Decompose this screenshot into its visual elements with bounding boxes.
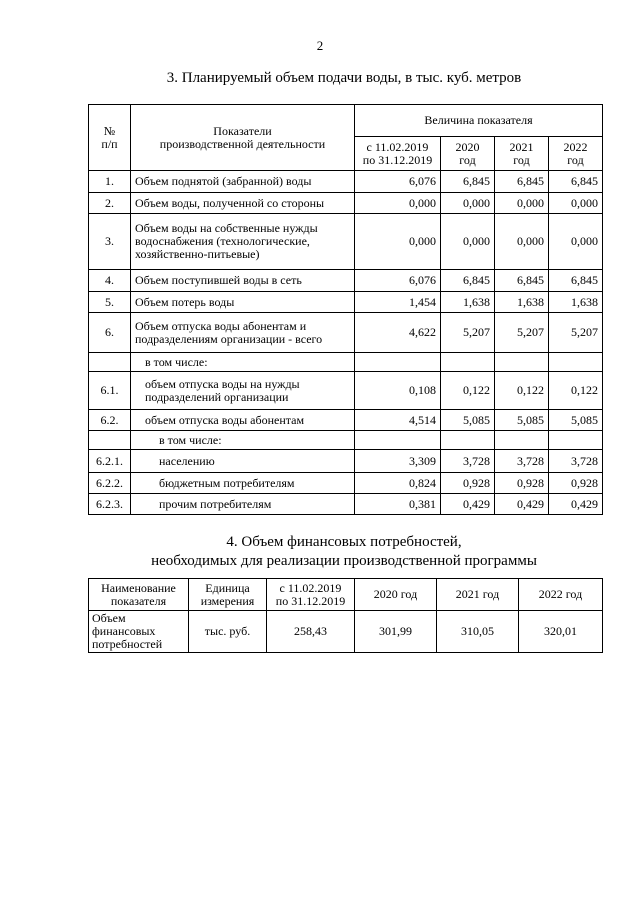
row-num: 3.	[89, 214, 131, 270]
row-value: 5,207	[549, 313, 603, 353]
row-value: 5,207	[441, 313, 495, 353]
table-row	[89, 214, 603, 270]
row-label: Объем воды на собственные нужды водоснабжения (технологические, хозяйственно-питьевые)	[131, 214, 355, 270]
fin-row-unit: тыс. руб.	[189, 611, 267, 653]
row-value: 0,122	[441, 372, 495, 410]
row-value: 6,076	[355, 270, 441, 292]
row-value: 6,845	[495, 171, 549, 193]
row-num: 6.2.2.	[89, 473, 131, 494]
section4-title	[88, 533, 600, 571]
row-label: Объем поступившей воды в сеть	[131, 270, 355, 292]
row-value: 4,514	[355, 410, 441, 431]
row-num: 5.	[89, 292, 131, 313]
table-row	[89, 431, 603, 450]
row-value: 6,845	[549, 171, 603, 193]
fin-row-value: 258,43	[267, 611, 355, 653]
row-value: 0,122	[495, 372, 549, 410]
header-num: № п/п	[89, 105, 131, 171]
row-label: бюджетным потребителям	[131, 473, 355, 494]
row-label: объем отпуска воды на нужды подразделений организации	[131, 372, 355, 410]
fin-row-value: 301,99	[355, 611, 437, 653]
fin-row-indicator: Объем финансовых потребностей	[89, 611, 189, 653]
fin-header-period: с 11.02.2019 по 31.12.2019	[267, 579, 355, 611]
header-period: 2020 год	[441, 137, 495, 171]
row-value	[495, 431, 549, 450]
table-row	[89, 372, 603, 410]
fin-header-period: 2022 год	[519, 579, 603, 611]
row-label: Объем поднятой (забранной) воды	[131, 171, 355, 193]
table-row	[89, 494, 603, 515]
row-value: 0,108	[355, 372, 441, 410]
row-value: 0,000	[549, 214, 603, 270]
header-period: 2022 год	[549, 137, 603, 171]
table-row	[89, 171, 603, 193]
row-num: 6.	[89, 313, 131, 353]
fin-header-unit: Единица измерения	[189, 579, 267, 611]
row-value: 3,728	[441, 450, 495, 473]
row-value	[549, 353, 603, 372]
row-value: 0,000	[355, 193, 441, 214]
row-label: объем отпуска воды абонентам	[131, 410, 355, 431]
row-num: 4.	[89, 270, 131, 292]
row-value: 0,928	[549, 473, 603, 494]
page-number: 2	[316, 38, 324, 53]
row-value: 3,728	[549, 450, 603, 473]
row-num	[89, 353, 131, 372]
row-value: 1,638	[495, 292, 549, 313]
row-value: 1,638	[549, 292, 603, 313]
row-value: 6,076	[355, 171, 441, 193]
row-value: 5,085	[495, 410, 549, 431]
row-num: 6.2.	[89, 410, 131, 431]
row-label: Объем воды, полученной со стороны	[131, 193, 355, 214]
fin-header-period: 2020 год	[355, 579, 437, 611]
row-num: 6.1.	[89, 372, 131, 410]
row-num: 1.	[89, 171, 131, 193]
financial-needs-table	[88, 578, 603, 653]
row-value: 0,928	[441, 473, 495, 494]
fin-header-period: 2021 год	[437, 579, 519, 611]
row-value: 4,622	[355, 313, 441, 353]
table-row	[89, 292, 603, 313]
row-value: 6,845	[441, 171, 495, 193]
row-label: прочим потребителям	[131, 494, 355, 515]
row-label: Объем отпуска воды абонентам и подразделениям организации - всего	[131, 313, 355, 353]
row-value	[441, 431, 495, 450]
row-value: 5,085	[441, 410, 495, 431]
fin-row-value: 310,05	[437, 611, 519, 653]
row-num: 6.2.3.	[89, 494, 131, 515]
row-value: 6,845	[441, 270, 495, 292]
section4-title-line2: необходимых для реализации производственной программы	[151, 553, 537, 569]
row-label: в том числе:	[131, 431, 355, 450]
row-value	[549, 431, 603, 450]
fin-header-indicator: Наименование показателя	[89, 579, 189, 611]
row-label: Объем потерь воды	[131, 292, 355, 313]
row-value: 0,429	[495, 494, 549, 515]
table-row	[89, 450, 603, 473]
row-value: 3,728	[495, 450, 549, 473]
header-period: с 11.02.2019 по 31.12.2019	[355, 137, 441, 171]
row-value: 0,000	[441, 214, 495, 270]
row-value: 3,309	[355, 450, 441, 473]
row-value	[441, 353, 495, 372]
row-num: 6.2.1.	[89, 450, 131, 473]
row-value: 0,000	[355, 214, 441, 270]
row-value: 0,429	[549, 494, 603, 515]
header-indicators: Показатели производственной деятельности	[131, 105, 355, 171]
row-value: 0,000	[495, 193, 549, 214]
row-value: 0,928	[495, 473, 549, 494]
row-value: 0,000	[549, 193, 603, 214]
water-supply-table	[88, 104, 603, 515]
row-num	[89, 431, 131, 450]
row-value: 0,000	[441, 193, 495, 214]
row-label: в том числе:	[131, 353, 355, 372]
row-value: 0,824	[355, 473, 441, 494]
row-value	[355, 353, 441, 372]
table-row	[89, 193, 603, 214]
table-row	[89, 611, 603, 653]
header-value-group: Величина показателя	[355, 105, 603, 137]
table-row	[89, 353, 603, 372]
row-value: 0,000	[495, 214, 549, 270]
row-value: 6,845	[549, 270, 603, 292]
row-value: 0,381	[355, 494, 441, 515]
row-num: 2.	[89, 193, 131, 214]
row-value: 6,845	[495, 270, 549, 292]
row-value: 5,085	[549, 410, 603, 431]
table-row	[89, 313, 603, 353]
row-value: 0,122	[549, 372, 603, 410]
table-row	[89, 270, 603, 292]
table-row	[89, 473, 603, 494]
row-value: 1,454	[355, 292, 441, 313]
header-period: 2021 год	[495, 137, 549, 171]
row-value: 5,207	[495, 313, 549, 353]
section3-title: 3. Планируемый объем подачи воды, в тыс. куб. метров	[166, 70, 522, 86]
fin-row-value: 320,01	[519, 611, 603, 653]
row-value	[495, 353, 549, 372]
section4-title-line1: 4. Объем финансовых потребностей,	[226, 534, 462, 550]
row-value: 0,429	[441, 494, 495, 515]
row-value	[355, 431, 441, 450]
row-label: населению	[131, 450, 355, 473]
table-row	[89, 410, 603, 431]
row-value: 1,638	[441, 292, 495, 313]
